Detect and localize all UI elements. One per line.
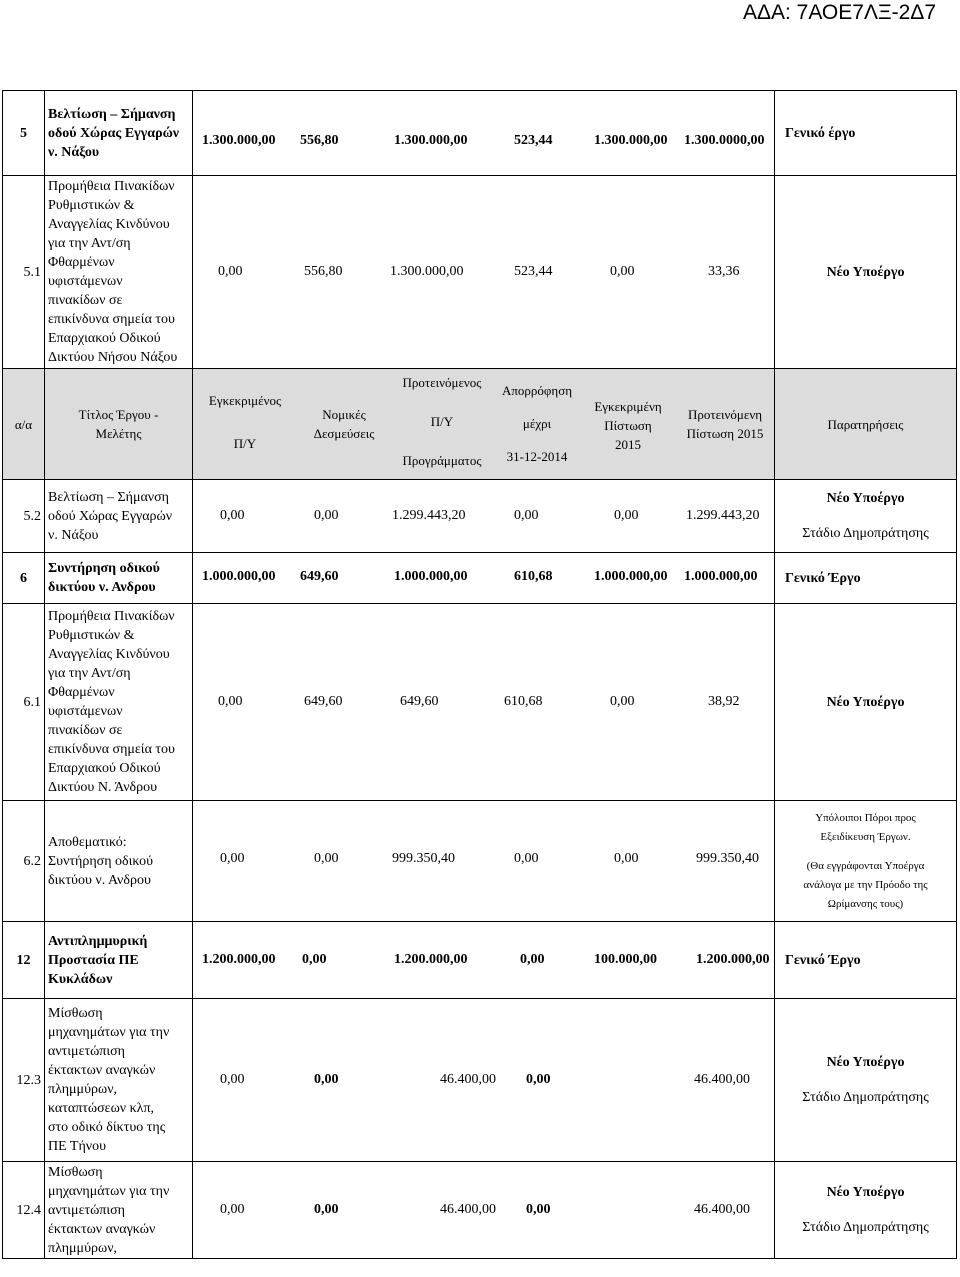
row-values: [193, 176, 775, 369]
row-remark: [775, 801, 957, 922]
row-values: [193, 480, 775, 553]
value-cell: 1.200.000,00: [696, 952, 770, 967]
col-header-commitments: [297, 405, 391, 443]
value-cell: 523,44: [514, 264, 553, 279]
text-line: Αντιπλημμυρική: [48, 933, 148, 949]
row-title: [45, 801, 193, 922]
text-line: Βελτίωση – Σήμανση: [48, 106, 176, 122]
value-cell: 0,00: [220, 851, 245, 866]
value-cell: 0,00: [514, 851, 539, 866]
text-line: ν. Νάξου: [48, 144, 100, 160]
table-row: [3, 604, 957, 801]
table-row: [3, 1162, 957, 1259]
text-line: Νέο Υποέργο: [826, 491, 905, 506]
value-cell: 1.300.000,00: [594, 133, 668, 148]
table-row: [3, 922, 957, 999]
row-remark: Γενικό έργο: [775, 91, 957, 176]
text-line: Πίστωση: [604, 418, 652, 433]
text-line: έκτακτων αναγκών: [48, 1221, 156, 1237]
text-line: ανάλογα με την Πρόοδο της: [803, 878, 928, 891]
row-number: 12: [3, 922, 45, 999]
table-row: [3, 999, 957, 1162]
row-values: [193, 91, 775, 176]
value-cell: 999.350,40: [392, 851, 455, 866]
text-line: δικτύου ν. Ανδρου: [48, 580, 156, 595]
column-header-row: [3, 369, 957, 480]
col-header-values: [193, 369, 775, 480]
text-line: Π/Υ: [233, 436, 257, 451]
text-line: πινακίδων σε: [48, 723, 123, 738]
text-line: Νομικές: [322, 407, 366, 422]
text-line: Προτεινόμενος: [402, 375, 482, 390]
value-cell: 0,00: [610, 264, 635, 279]
value-cell: 523,44: [514, 133, 553, 148]
row-remark: [775, 1162, 957, 1259]
row-values: [193, 604, 775, 801]
value-cell: 610,68: [504, 694, 543, 709]
text-line: Εγκεκριμένη: [594, 399, 662, 414]
text-line: Εξειδίκευση Έργων.: [820, 830, 911, 843]
value-cell: 649,60: [304, 694, 343, 709]
value-cell: 556,80: [300, 133, 339, 148]
value-cell: 0,00: [526, 1072, 551, 1087]
value-cell: 1.299.443,20: [686, 508, 760, 523]
text-line: Εγκεκριμένος: [208, 393, 282, 408]
row-number: 6: [3, 553, 45, 604]
text-line: Αναγγελίας Κινδύνου: [48, 647, 170, 662]
text-line: Π/Υ: [430, 414, 454, 429]
row-title: [45, 91, 193, 176]
text-line: Προμήθεια Πινακίδων: [48, 609, 175, 624]
text-line: Στάδιο Δημοπράτησης: [802, 1090, 929, 1105]
row-values: [193, 801, 775, 922]
row-remark: Γενικό Έργο: [775, 922, 957, 999]
budget-table: [2, 90, 957, 1259]
text-line: μηχανημάτων για την: [48, 1025, 170, 1040]
col-header-approved-py: [193, 391, 297, 453]
row-remark: [775, 480, 957, 553]
row-number: 12.4: [3, 1162, 45, 1259]
row-title: [45, 553, 193, 604]
text-line: Υπόλοιποι Πόροι προς: [815, 811, 916, 824]
row-title: [45, 922, 193, 999]
text-line: επικίνδυνα σημεία του: [48, 312, 175, 327]
text-line: Φθαρμένων: [48, 255, 115, 270]
value-cell: 999.350,40: [696, 851, 759, 866]
value-cell: 610,68: [514, 569, 553, 584]
text-line: Στάδιο Δημοπράτησης: [802, 526, 929, 541]
text-line: πλημμύρων,: [48, 1082, 118, 1097]
row-remark: [775, 999, 957, 1162]
value-cell: 1.200.000,00: [202, 952, 276, 967]
text-line: ν. Νάξου: [48, 527, 99, 543]
value-cell: 1.000.000,00: [394, 569, 468, 584]
value-cell: 0,00: [614, 851, 639, 866]
value-cell: 0,00: [302, 952, 327, 967]
text-line: Δεσμεύσεις: [313, 426, 375, 441]
text-line: Στάδιο Δημοπράτησης: [802, 1220, 929, 1235]
text-line: αντιμετώπιση: [48, 1044, 125, 1059]
value-cell: 649,60: [400, 694, 439, 709]
row-values: [193, 553, 775, 604]
text-line: Βελτίωση – Σήμανση: [48, 489, 169, 505]
text-line: για την Αντ/ση: [48, 236, 131, 251]
text-line: Ρυθμιστικών &: [48, 198, 135, 213]
text-line: Φθαρμένων: [48, 685, 115, 700]
value-cell: 1.000.000,00: [594, 569, 668, 584]
text-line: πινακίδων σε: [48, 293, 123, 308]
row-number: 12.3: [3, 999, 45, 1162]
value-cell: 1.299.443,20: [392, 508, 466, 523]
value-cell: 0,00: [220, 1202, 245, 1217]
text-line: οδού Χώρας Εγγαρών: [48, 125, 180, 141]
value-cell: 556,80: [304, 264, 343, 279]
col-header-approved-credit: [581, 397, 675, 454]
value-cell: 38,92: [708, 694, 740, 709]
text-line: Τίτλος Έργου -: [78, 407, 159, 422]
text-line: Ωρίμανσης τους): [827, 897, 904, 910]
row-remark: Νέο Υποέργο: [775, 176, 957, 369]
row-number: 5.1: [3, 176, 45, 369]
value-cell: 0,00: [314, 508, 339, 523]
value-cell: 46.400,00: [694, 1202, 750, 1217]
text-line: Απορρόφηση: [501, 383, 573, 398]
text-line: 2015: [615, 437, 641, 452]
value-cell: 1.000.000,00: [684, 569, 758, 584]
text-line: Συντήρηση οδικού: [48, 853, 154, 869]
row-title: [45, 480, 193, 553]
text-line: ΠΕ Τήνου: [48, 1139, 107, 1154]
table-row: [3, 553, 957, 604]
col-header-aa: α/α: [3, 369, 45, 480]
col-header-title: [45, 369, 193, 480]
table-row: [3, 801, 957, 922]
value-cell: 1.200.000,00: [394, 952, 468, 967]
text-line: Κυκλάδων: [48, 971, 113, 987]
value-cell: 46.400,00: [694, 1072, 750, 1087]
text-line: μέχρι: [522, 416, 552, 431]
text-line: δικτύου ν. Ανδρου: [48, 872, 151, 888]
budget-table-frame: [2, 90, 956, 1277]
value-cell: 1.300.000,00: [202, 133, 276, 148]
text-line: αντιμετώπιση: [48, 1202, 125, 1218]
value-cell: 33,36: [708, 264, 740, 279]
value-cell: 0,00: [314, 851, 339, 866]
value-cell: 1.300.000,00: [394, 133, 468, 148]
row-number: 6.1: [3, 604, 45, 801]
text-line: μηχανημάτων για την: [48, 1183, 170, 1199]
value-cell: 0,00: [614, 508, 639, 523]
text-line: Μελέτης: [95, 426, 142, 441]
value-cell: 0,00: [514, 508, 539, 523]
value-cell: 1.300.000,00: [390, 264, 464, 279]
text-line: Επαρχιακού Οδικού: [48, 761, 161, 776]
row-values: [193, 999, 775, 1162]
value-cell: 46.400,00: [440, 1072, 496, 1087]
text-line: (Θα εγγράφονται Υποέργα: [806, 859, 925, 872]
text-line: 31-12-2014: [506, 449, 568, 464]
value-cell: 100.000,00: [594, 952, 657, 967]
text-line: οδού Χώρας Εγγαρών: [48, 508, 173, 524]
text-line: Πίστωση 2015: [686, 426, 764, 441]
value-cell: 46.400,00: [440, 1202, 496, 1217]
text-line: υφιστάμενων: [48, 274, 123, 289]
text-line: Επαρχιακού Οδικού: [48, 331, 161, 346]
col-header-remarks: Παρατηρήσεις: [775, 369, 957, 480]
value-cell: 0,00: [218, 264, 243, 279]
text-line: έκτακτων αναγκών: [48, 1063, 156, 1078]
text-line: Προγράμματος: [402, 453, 482, 468]
col-header-proposed-py: [391, 373, 493, 470]
row-values: [193, 1162, 775, 1259]
text-line: Προμήθεια Πινακίδων: [48, 179, 175, 194]
text-line: υφιστάμενων: [48, 704, 123, 719]
value-cell: 0,00: [314, 1202, 339, 1217]
text-line: Μίσθωση: [48, 1164, 103, 1180]
text-line: Συντήρηση οδικού: [48, 561, 160, 576]
col-header-proposed-credit: [675, 405, 775, 443]
value-cell: 649,60: [300, 569, 339, 584]
value-cell: 0,00: [526, 1202, 551, 1217]
value-cell: 0,00: [218, 694, 243, 709]
value-cell: 0,00: [520, 952, 545, 967]
value-cell: 1.300.0000,00: [684, 133, 765, 148]
value-cell: 1.000.000,00: [202, 569, 276, 584]
row-values: [193, 922, 775, 999]
value-cell: 0,00: [314, 1072, 339, 1087]
text-line: Μίσθωση: [48, 1006, 103, 1021]
text-line: επικίνδυνα σημεία του: [48, 742, 175, 757]
value-cell: 0,00: [610, 694, 635, 709]
text-line: στο οδικό δίκτυο της: [48, 1120, 166, 1135]
text-line: Νέο Υποέργο: [826, 1185, 905, 1200]
row-title: [45, 999, 193, 1162]
text-line: Προστασία ΠΕ: [48, 952, 139, 968]
value-cell: 0,00: [220, 508, 245, 523]
text-line: Αναγγελίας Κινδύνου: [48, 217, 170, 232]
text-line: Δικτύου Νήσου Νάξου: [48, 350, 178, 365]
row-remark: Νέο Υποέργο: [775, 604, 957, 801]
text-line: Προτεινόμενη: [687, 407, 763, 422]
row-number: 6.2: [3, 801, 45, 922]
row-title: [45, 1162, 193, 1259]
text-line: Δικτύου Ν. Άνδρου: [48, 780, 158, 795]
row-number: 5.2: [3, 480, 45, 553]
text-line: για την Αντ/ση: [48, 666, 131, 681]
table-row: [3, 91, 957, 176]
col-header-absorption: [493, 381, 581, 466]
ada-code: ΑΔΑ: 7ΑΟΕ7ΛΞ-2Δ7: [742, 1, 936, 24]
table-row: [3, 480, 957, 553]
row-number: 5: [3, 91, 45, 176]
value-cell: 0,00: [220, 1072, 245, 1087]
text-line: Ρυθμιστικών &: [48, 628, 135, 643]
text-line: πλημμύρων,: [48, 1240, 118, 1256]
table-row: [3, 176, 957, 369]
row-title: [45, 176, 193, 369]
text-line: Νέο Υποέργο: [826, 1055, 905, 1070]
text-line: καταπτώσεων κλπ,: [48, 1101, 155, 1116]
row-title: [45, 604, 193, 801]
row-remark: Γενικό Έργο: [775, 553, 957, 604]
text-line: Αποθεματικό:: [48, 834, 127, 850]
